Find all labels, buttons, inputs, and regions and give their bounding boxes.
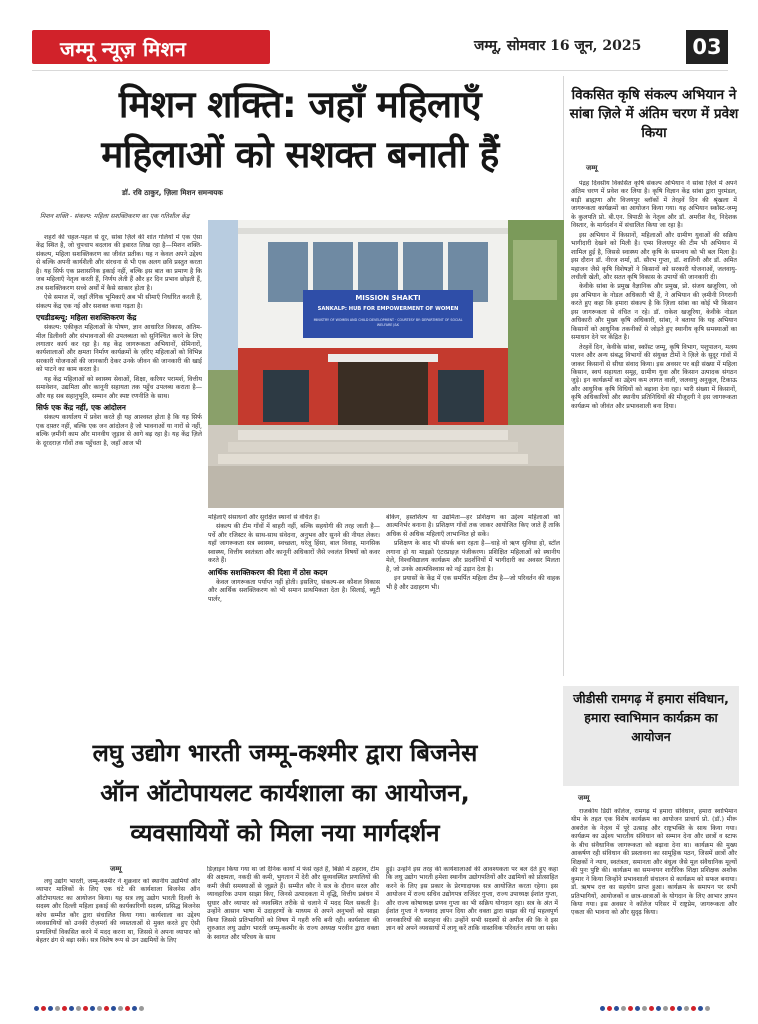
paragraph: बेकिंग, हस्तशिल्प या उद्यमिता—हर प्रशिक्षण का उद्देश्य महिलाओं को आत्मनिर्भर बनाना है। प्रशिक्षण गाँवों तक जाकर आयोजित किए जाते हैं ताकि अधिक से अधिक महिलाएँ लाभान्वित हो सकें। — [386, 514, 560, 538]
subheading: सिर्फ एक केंद्र नहीं, एक आंदोलन — [36, 403, 126, 413]
lead-byline: डॉ. रवि ठाकुर, ज़िला मिशन समन्वयक — [122, 188, 223, 197]
paragraph: डिज़ाइन किया गया था जो दैनिक कार्यों में फंसे रहते हैं, बिक्री में ठहराव, टीम की अक्षमता, नकदी की कमी, भुगतान में देरी और सुव्यवस्थित प्रणालियों की कमी जैसी समस्याओं से जूझते हैं। सम्मीत कौर ने सत्र के दौरान सरल और व्यावहारिक उपाय साझा किए, जिनसे उत्पादकता में वृद्धि, वित्तीय प्रबंधन में सुधार और व्यापार को व्यवस्थित तरीके से चलाने में मदद मिल सकती है। उन्होंने आसान भाषा में उदाहरणों के माध्यम से अपने अनुभवों को साझा किया जिससे प्रतिभागियों को विषय में गहरी रुचि बनी रही। कार्यशाला की शुरुआत लघु उद्योग भारती जम्मू-कश्मीर के राज्य अध्यक्ष परवीन द्वारा वक्ता के स्वागत और परिचय के साथ — [207, 866, 379, 941]
right-story-1-body — [571, 180, 737, 680]
second-headline-line3: व्यवसायियों को मिला नया मार्गदर्शन — [130, 819, 440, 847]
lead-column-1 — [36, 234, 202, 670]
paragraph: संकल्प की टीम गाँवों में बाहरी नहीं, बल्कि सहयोगी की तरह जाती है—पर्चे और रजिस्टर के साथ-साथ संवेदना, अनुभव और सुनने की नीयत लेकर। यहाँ जागरूकता सत्र स्वास्थ्य, स्वच्छता, घरेलू हिंसा, बाल विवाह, मानसिक स्वास्थ्य, वित्तीय स्वतंत्रता और कानूनी अधिकारों जैसे ज्वलंत विषयों को कवर करते हैं। — [208, 523, 380, 565]
subheading: एचडीडब्ल्यू: महिला सशक्तिकरण केंद्र — [36, 313, 137, 323]
paragraph: प्रशिक्षण के बाद भी संपर्क बना रहता है—चाहे वो ऋण सुविधा हो, स्टॉल लगाना हो या माइक्रो एंटरप्राइज़ पंजीकरण। प्रशिक्षित महिलाओं को स्थानीय मेले, विश्वविद्यालय कार्यक्रम और प्रदर्शनियों में भागीदारी का अवसर मिलता है, जो उनके आत्मविश्वास को नई उड़ान देता है। — [386, 540, 560, 573]
paragraph: इन प्रयासों के केंद्र में एक समर्पित महिला टीम है—जो परिवर्तन की वाहक भी है और उदाहरण भी। — [386, 575, 560, 591]
second-column-1 — [36, 878, 200, 986]
second-dateline: जम्मू — [110, 865, 122, 873]
second-headline-line2: ऑन ऑटोपायलट कार्यशाला का आयोजन, — [100, 779, 470, 807]
paragraph: केवल जागरूकता पर्याप्त नहीं होती। इसलिए, संकल्प-स्व कौशल विकास और आर्थिक सशक्तिकरण को भी समान प्राथमिकता देता है। सिलाई, ब्यूटी पार्लर, — [208, 578, 380, 603]
paragraph: तेरहवें दिन, केवीके सांबा, स्कॉस्ट जम्मू, कृषि विभाग, पशुपालन, मत्स्य पालन और अन्य संबद्ध विभागों की संयुक्त टीमों ने ज़िले के सुदूर गांवों में जाकर किसानों से सीधा संवाद किया। इस अवसर पर बड़ी संख्या में महिला किसान, स्वयं सहायता समूह, ग्रामीण युवा और किसान उत्पादक संगठन जुड़े। इन कार्यक्रमों का उद्देश्य कम लागत वाली, जलवायु अनुकूल, टिकाऊ और आधुनिक कृषि विधियों को बढ़ावा देना रहा। भारी संख्या में किसानों, कृषि अधिकारियों और स्थानीय प्रतिनिधियों की मौजूदगी ने इस जागरूकता कार्यक्रम को जीवंत और प्रभावशाली बना दिया। — [571, 343, 737, 410]
building-illustration — [208, 220, 564, 508]
lead-column-3 — [386, 514, 560, 674]
right-dateline-1: जम्मू — [586, 164, 598, 172]
paragraph: इस अभियान में किसानों, महिलाओं और ग्रामीण युवाओं की सक्रिय भागीदारी देखने को मिली है। एम्स विजयपुर की टीम भी अभियान में शामिल हुई है, जिससे स्वास्थ्य और कृषि के समन्वय को भी बल मिला है। इस दौरान डॉ. नीरज शर्मा, डॉ. सौरभ गुप्ता, डॉ. शालिनी और डॉ. अमित महाजन जैसे कृषि विशेषज्ञों ने किसानों को सरकारी योजनाओं, जलवायु-लचीली खेती, और सतत कृषि विकास के उपायों की जानकारी दी। — [571, 231, 737, 281]
paragraph: संकल्प कार्यालय में प्रवेश करते ही यह आश्वस्त होता है कि यह सिर्फ एक दफ़्तर नहीं, बल्कि एक जन आंदोलन है जो भावनाओं या नारों से नहीं, बल्कि ज़मीनी काम और मानवीय जुड़ाव से आगे बढ़ रहा है। यह केंद्र ज़िले के दूरदराज़ गाँवों तक पहुँचता है, जहाँ आज भी — [36, 414, 202, 447]
paragraph: ऐसे समाज में, जहाँ लैंगिक भूमिकाएँ अब भी सीमाएँ निर्धारित करती हैं, संकल्प केंद्र एक नई और सशक्त कथा गढ़ता है। — [36, 294, 202, 310]
paragraph: शहरों की चहल-पहल से दूर, सांबा ज़िले की शांत गलियों में एक ऐसा केंद्र स्थित है, जो चुपचाप बदलाव की इबारत लिख रहा है—मिशन शक्ति- संकल्प, महिला सशक्तिकरण का जीवंत प्रतीक। यह न केवल अपने उद्देश्य से बल्कि अपनी कार्यशैली और संरचना से भी एक अलग छवि प्रस्तुत करता है। यह सिर्फ एक प्रशासनिक इकाई नहीं, बल्कि इस बात का प्रमाण है कि जब महिलाएँ नेतृत्व करती हैं, निर्णय लेती हैं और हर दिन प्रभाव छोड़ती हैं, तब सशक्तिकरण सच्चे अर्थों में कैसे साकार होता है। — [36, 234, 202, 292]
paragraph: लघु उद्योग भारती, जम्मू-कश्मीर ने शुक्रवार को स्थानीय उद्यमियों और व्यापार मालिकों के लिए एक घंटे की कार्यशाला बिजनेस ऑन ऑटोपायलट का आयोजन किया। यह सत्र लघु उद्योग भारती दिल्ली के सदस्य और दिल्ली महिला इकाई की कार्यकारिणी सदस्य, प्रसिद्ध बिजनेस कोच सम्मीत कौर द्वारा संचालित किया गया। कार्यशाला का उद्देश्य व्यवसायियों को उनकी रोज़मर्रा की व्यस्तताओं से मुक्त करते हुए ऐसी प्रणालियाँ विकसित करने में मदद करना था, जिससे वे अपना व्यापार को बेहतर ढंग से बढ़ा सकें। सत्र विशेष रूप से उन उद्यमियों के लिए — [36, 878, 200, 945]
paragraph: केवीके सांबा के प्रमुख वैज्ञानिक और प्रमुख, प्रो. संजय खजूरिया, जो इस अभियान के नोडल अधिकारी भी हैं, ने अभियान की ज़मीनी निगरानी करते हुए कहा कि हमारा संकल्प है कि ज़िला सांबा का कोई भी किसान इस जागरूकता से वंचित न रहे। डॉ. राकेश खजूरिया, केवीके नोडल अधिकारी और मुख्य कृषि अधिकारी, सांबा, ने बताया कि यह अभियान किसानों को आधुनिक तकनीकों से जोड़ते हुए स्थानीय कृषि समस्याओं का समाधान देने पर केंद्रित है। — [571, 283, 737, 342]
paragraph: पंद्रह दिवसीय विकसित कृषि संकल्प अभियान ने सांबा ज़िले में अपने अंतिम चरण में प्रवेश कर लिया है। कृषि विज्ञान केंद्र सांबा द्वारा पुरमंडल, बाड़ी ब्राह्मणा और विजयपुर ब्लॉकों में तेरहवें दिन की श्रृंखला में जागरूकता कार्यक्रमों का आयोजन किया गया। यह अभियान स्कॉस्ट-जम्मू के कुलपति प्रो. बी.एन. त्रिपाठी के नेतृत्व और डॉ. अमरीश वैद, निदेशक विस्तार, के मार्गदर्शन में संचालित किया जा रहा है। — [571, 180, 737, 230]
sign-subtitle: SANKALP: HUB FOR EMPOWERMENT OF WOMEN — [317, 306, 459, 312]
mission-shakti-building-photo — [208, 220, 564, 508]
masthead-brand — [32, 30, 270, 64]
brand-name: जम्मू न्यूज़ मिशन — [60, 37, 187, 61]
paragraph: संकल्प: एकीकृत महिलाओं के पोषण, ज्ञान आधारित विकास, अंतिम-मील डिलीवरी और संभावनाओं की उपलब्धता को सुनिश्चित करने के लिए लगातार कार्य कर रहा है। यह केंद्र जागरूकता अभियानों, सेमिनारों, कार्यशालाओं और क्षमता निर्माण कार्यक्रमों के ज़रिए महिलाओं को विभिन्न सरकारी योजनाओं की जानकारी देकर उनके जीवन की जानकारी की खाई को पाटने का काम करता है। — [36, 324, 202, 374]
paragraph: हुई। उन्होंने इस तरह की कार्यशालाओं की आवश्यकता पर बल देते हुए कहा कि लघु उद्योग भारती हमेशा स्थानीय उद्योगपतियों और उद्यमियों को प्रोत्साहित करने के लिए इस प्रकार के प्रेरणादायक सत्र आयोजित करता रहेगा। इस आयोजन में राज्य सचिव उद्योगपत्र राजिंदर गुप्ता, राज्य उपाध्यक्ष ईशांत गुप्ता, और राज्य कोषाध्यक्ष प्रणव गुप्ता का भी सक्रिय योगदान रहा। सत्र के अंत में ईशांत गुप्ता ने धन्यवाद ज्ञापन दिया और वक्ता द्वारा साझा की गई महत्वपूर्ण जानकारियों की सराहना की। उन्होंने सभी सदस्यों से अपील की कि वे इस ज्ञान को अपने व्यवसायों में लागू करें ताकि वास्तविक परिवर्तन लाया जा सके। — [386, 866, 558, 933]
paragraph: महिलाएँ संसाधनों और सुरक्षित स्थानों से वंचित हैं। — [208, 514, 320, 521]
lead-headline-line1: मिशन शक्ति: जहाँ महिलाएँ — [118, 83, 482, 126]
lead-headline — [40, 80, 560, 180]
sign-title: MISSION SHAKTI — [355, 294, 421, 302]
issue-date: जम्मू, सोमवार 16 जून, 2025 — [474, 38, 642, 54]
second-headline — [20, 733, 550, 853]
right-dateline-2: जम्मू — [578, 794, 590, 802]
footer-dots-left — [34, 996, 146, 1002]
masthead-rule — [32, 70, 728, 71]
photo-caption: मिशन शक्ति - संकल्प: महिला सशक्तिकरण का एक गतिशील केंद्र — [40, 213, 190, 220]
second-headline-line1: लघु उद्योग भारती जम्मू-कश्मीर द्वारा बिजनेस — [92, 739, 478, 767]
second-column-2 — [207, 866, 379, 986]
right-headline-2: जीडीसी रामगढ़ में हमारा संविधान, हमारा स्वाभिमान कार्यक्रम का आयोजन — [573, 691, 729, 744]
right-story-2-body — [571, 808, 737, 988]
paragraph: यह केंद्र महिलाओं को स्वास्थ्य सेवाओं, शिक्षा, करियर परामर्श, वित्तीय समावेशन, उद्यमिता और कानूनी सहायता तक पहुँच उपलब्ध कराता है—और यह सब सहानुभूति, सम्मान और स्पष्ट रणनीति के साथ। — [36, 375, 202, 400]
lead-column-2 — [208, 514, 380, 674]
lead-headline-line2: महिलाओं को सशक्त बनाती हैं — [101, 133, 499, 176]
page-number: 03 — [686, 30, 728, 64]
footer-dots-right — [600, 996, 712, 1002]
right-headline-1: विकसित कृषि संकल्प अभियान ने सांबा ज़िले में अंतिम चरण में प्रवेश किया — [569, 87, 739, 141]
sign-small: MINISTRY OF WOMEN AND CHILD DEVELOPMENT · COURTESY BY: DEPARTMENT OF SOCIAL WELFARE J&K — [313, 318, 463, 327]
subheading: आर्थिक सशक्तिकरण की दिशा में ठोस कदम — [208, 567, 328, 577]
paragraph: राजकीय डिग्री कॉलेज, रामगढ़ में हमारा संविधान, हमारा स्वाभिमान थीम के तहत एक विशेष कार्यक्रम का आयोजन प्राचार्य प्रो. (डॉ.) मीरू अबरोल के नेतृत्व में पूरे उत्साह और राष्ट्रभक्ति के साथ किया गया। कार्यक्रम का उद्देश्य भारतीय संविधान को सम्मान देना और छात्रों व स्टाफ के बीच संवैधानिक जागरूकता को बढ़ावा देना था। कार्यक्रम की मुख्य आकर्षण रही संविधान की प्रस्तावना का सामूहिक पठन, जिसमें छात्रों और शिक्षकों ने न्याय, स्वतंत्रता, समानता और बंधुत्व जैसे मूल संवैधानिक मूल्यों की पुनः पुष्टि की। कार्यक्रम का समन्वयन शारीरिक शिक्षा प्रशिक्षक अशोक कुमार ने किया जिन्होंने प्रभावशाली संचालन से कार्यक्रम को सफल बनाया। डॉ. ऋषभ दत्त का सहयोग प्राप्त हुआ। कार्यक्रम के समापन पर सभी प्रतिभागियों, आयोजकों व छात्र-छात्राओं के योगदान के लिए आभार ज्ञापन किया गया। इस अवसर ने कॉलेज परिसर में राष्ट्रप्रेम, जागरूकता और एकता की भावना को और सुदृढ़ किया। — [571, 808, 737, 917]
second-column-3 — [386, 866, 558, 986]
